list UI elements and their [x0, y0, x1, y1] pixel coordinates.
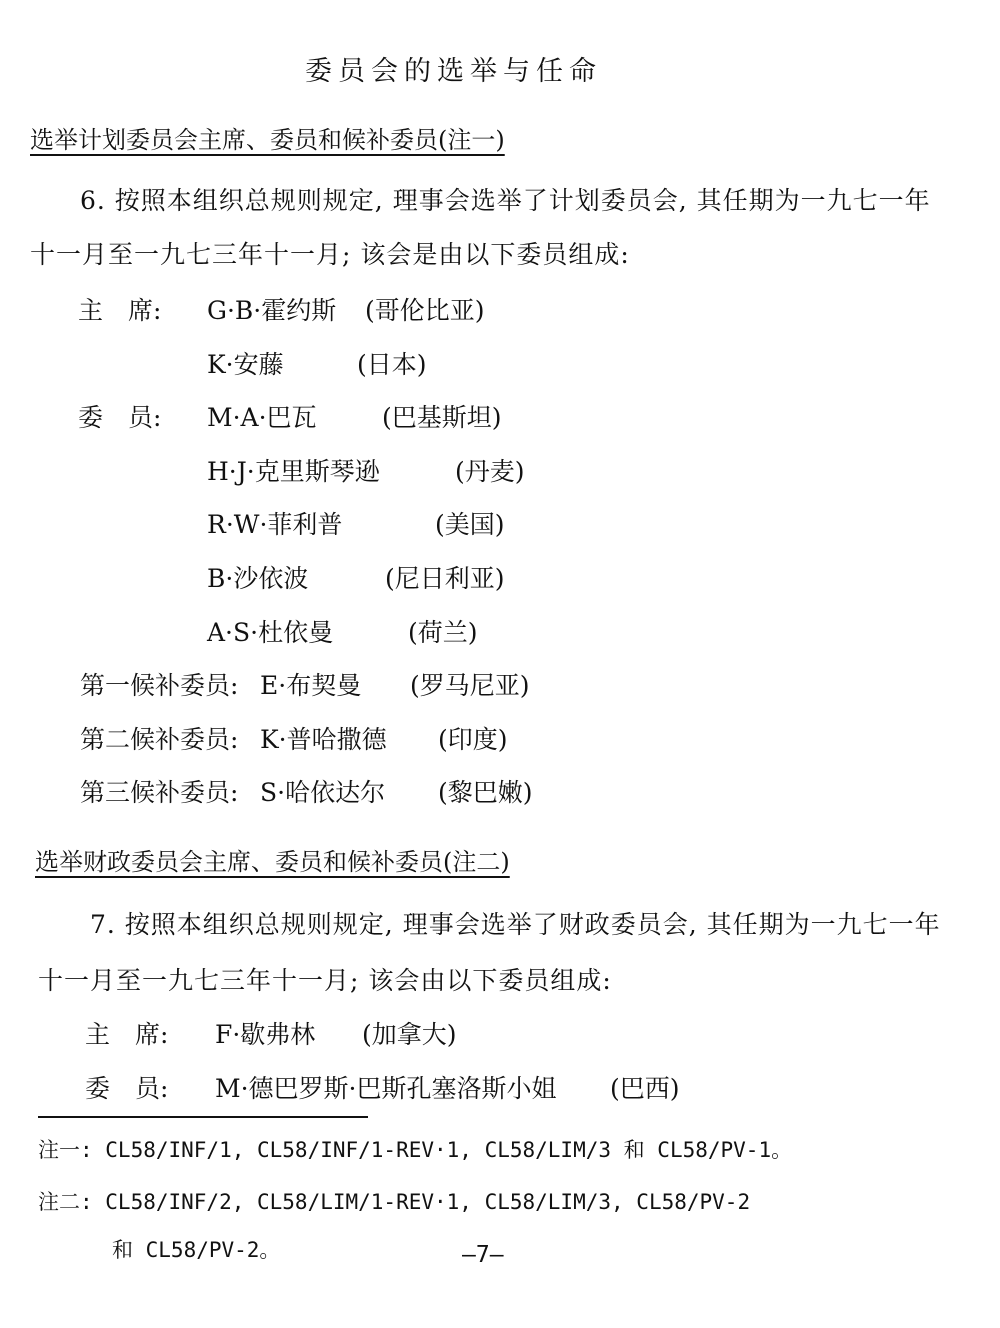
alternate-name-3: S·哈依达尔 [260, 778, 386, 807]
alternate-name-1: E·布契曼 [260, 671, 362, 700]
alternate-country-3: (黎巴嫩) [438, 778, 533, 807]
member-country-2: (丹麦) [455, 457, 525, 486]
alternate-label-3: 第三候补委员: [80, 778, 239, 807]
members-label: 委 员: [78, 403, 162, 432]
finance-chair-country: (加拿大) [362, 1020, 457, 1049]
member-name-5: A·S·杜依曼 [207, 618, 334, 647]
member-name-2: H·J·克里斯琴逊 [207, 457, 380, 486]
chair-country-1: (哥伦比亚) [365, 296, 485, 325]
section1-heading: 选举计划委员会主席、委员和候补委员(注一) [30, 126, 505, 154]
alternate-label-1: 第一候补委员: [80, 671, 239, 700]
chair-label: 主 席: [78, 296, 162, 325]
page-title: 委员会的选举与任命 [305, 56, 602, 87]
member-country-5: (荷兰) [408, 618, 478, 647]
footnote-2-line2: 和 CL58/PV-2。 [112, 1238, 281, 1262]
finance-chair-name: F·歇弗林 [215, 1020, 316, 1049]
section2-paragraph-line1: 7. 按照本组织总规则规定, 理事会选举了财政委员会, 其任期为一九七一年 [90, 910, 941, 939]
member-name-3: R·W·菲利普 [207, 510, 343, 539]
alternate-label-2: 第二候补委员: [80, 725, 239, 754]
alternate-country-2: (印度) [438, 725, 508, 754]
finance-chair-label: 主 席: [85, 1020, 169, 1049]
alternate-name-2: K·普哈撒德 [260, 725, 387, 754]
section2-heading: 选举财政委员会主席、委员和候补委员(注二) [35, 848, 510, 876]
member-name-1: M·A·巴瓦 [207, 403, 317, 432]
footnote-2-line1: 注二: CL58/INF/2, CL58/LIM/1-REV·1, CL58/LIM/3, CL58/PV-2 [38, 1190, 751, 1214]
section1-paragraph-line1: 6. 按照本组织总规则规定, 理事会选举了计划委员会, 其任期为一九七一年 [80, 186, 931, 215]
page-number: —7— [462, 1242, 504, 1268]
finance-member-country: (巴西) [610, 1074, 680, 1103]
footnote-rule [38, 1116, 368, 1118]
member-name-4: B·沙依波 [207, 564, 309, 593]
chair-country-2: (日本) [357, 350, 427, 379]
footnote-1: 注一: CL58/INF/1, CL58/INF/1-REV·1, CL58/LIM/3 和 CL58/PV-1。 [38, 1138, 793, 1162]
finance-member-name: M·德巴罗斯·巴斯孔塞洛斯小姐 [215, 1074, 557, 1103]
chair-name-1: G·B·霍约斯 [207, 296, 337, 325]
member-country-1: (巴基斯坦) [382, 403, 502, 432]
section2-paragraph-line2: 十一月至一九七三年十一月; 该会由以下委员组成: [38, 966, 612, 995]
finance-member-label: 委 员: [85, 1074, 169, 1103]
alternate-country-1: (罗马尼亚) [410, 671, 530, 700]
chair-name-2: K·安藤 [207, 350, 284, 379]
member-country-3: (美国) [435, 510, 505, 539]
section1-paragraph-line2: 十一月至一九七三年十一月; 该会是由以下委员组成: [30, 240, 630, 269]
member-country-4: (尼日利亚) [385, 564, 505, 593]
